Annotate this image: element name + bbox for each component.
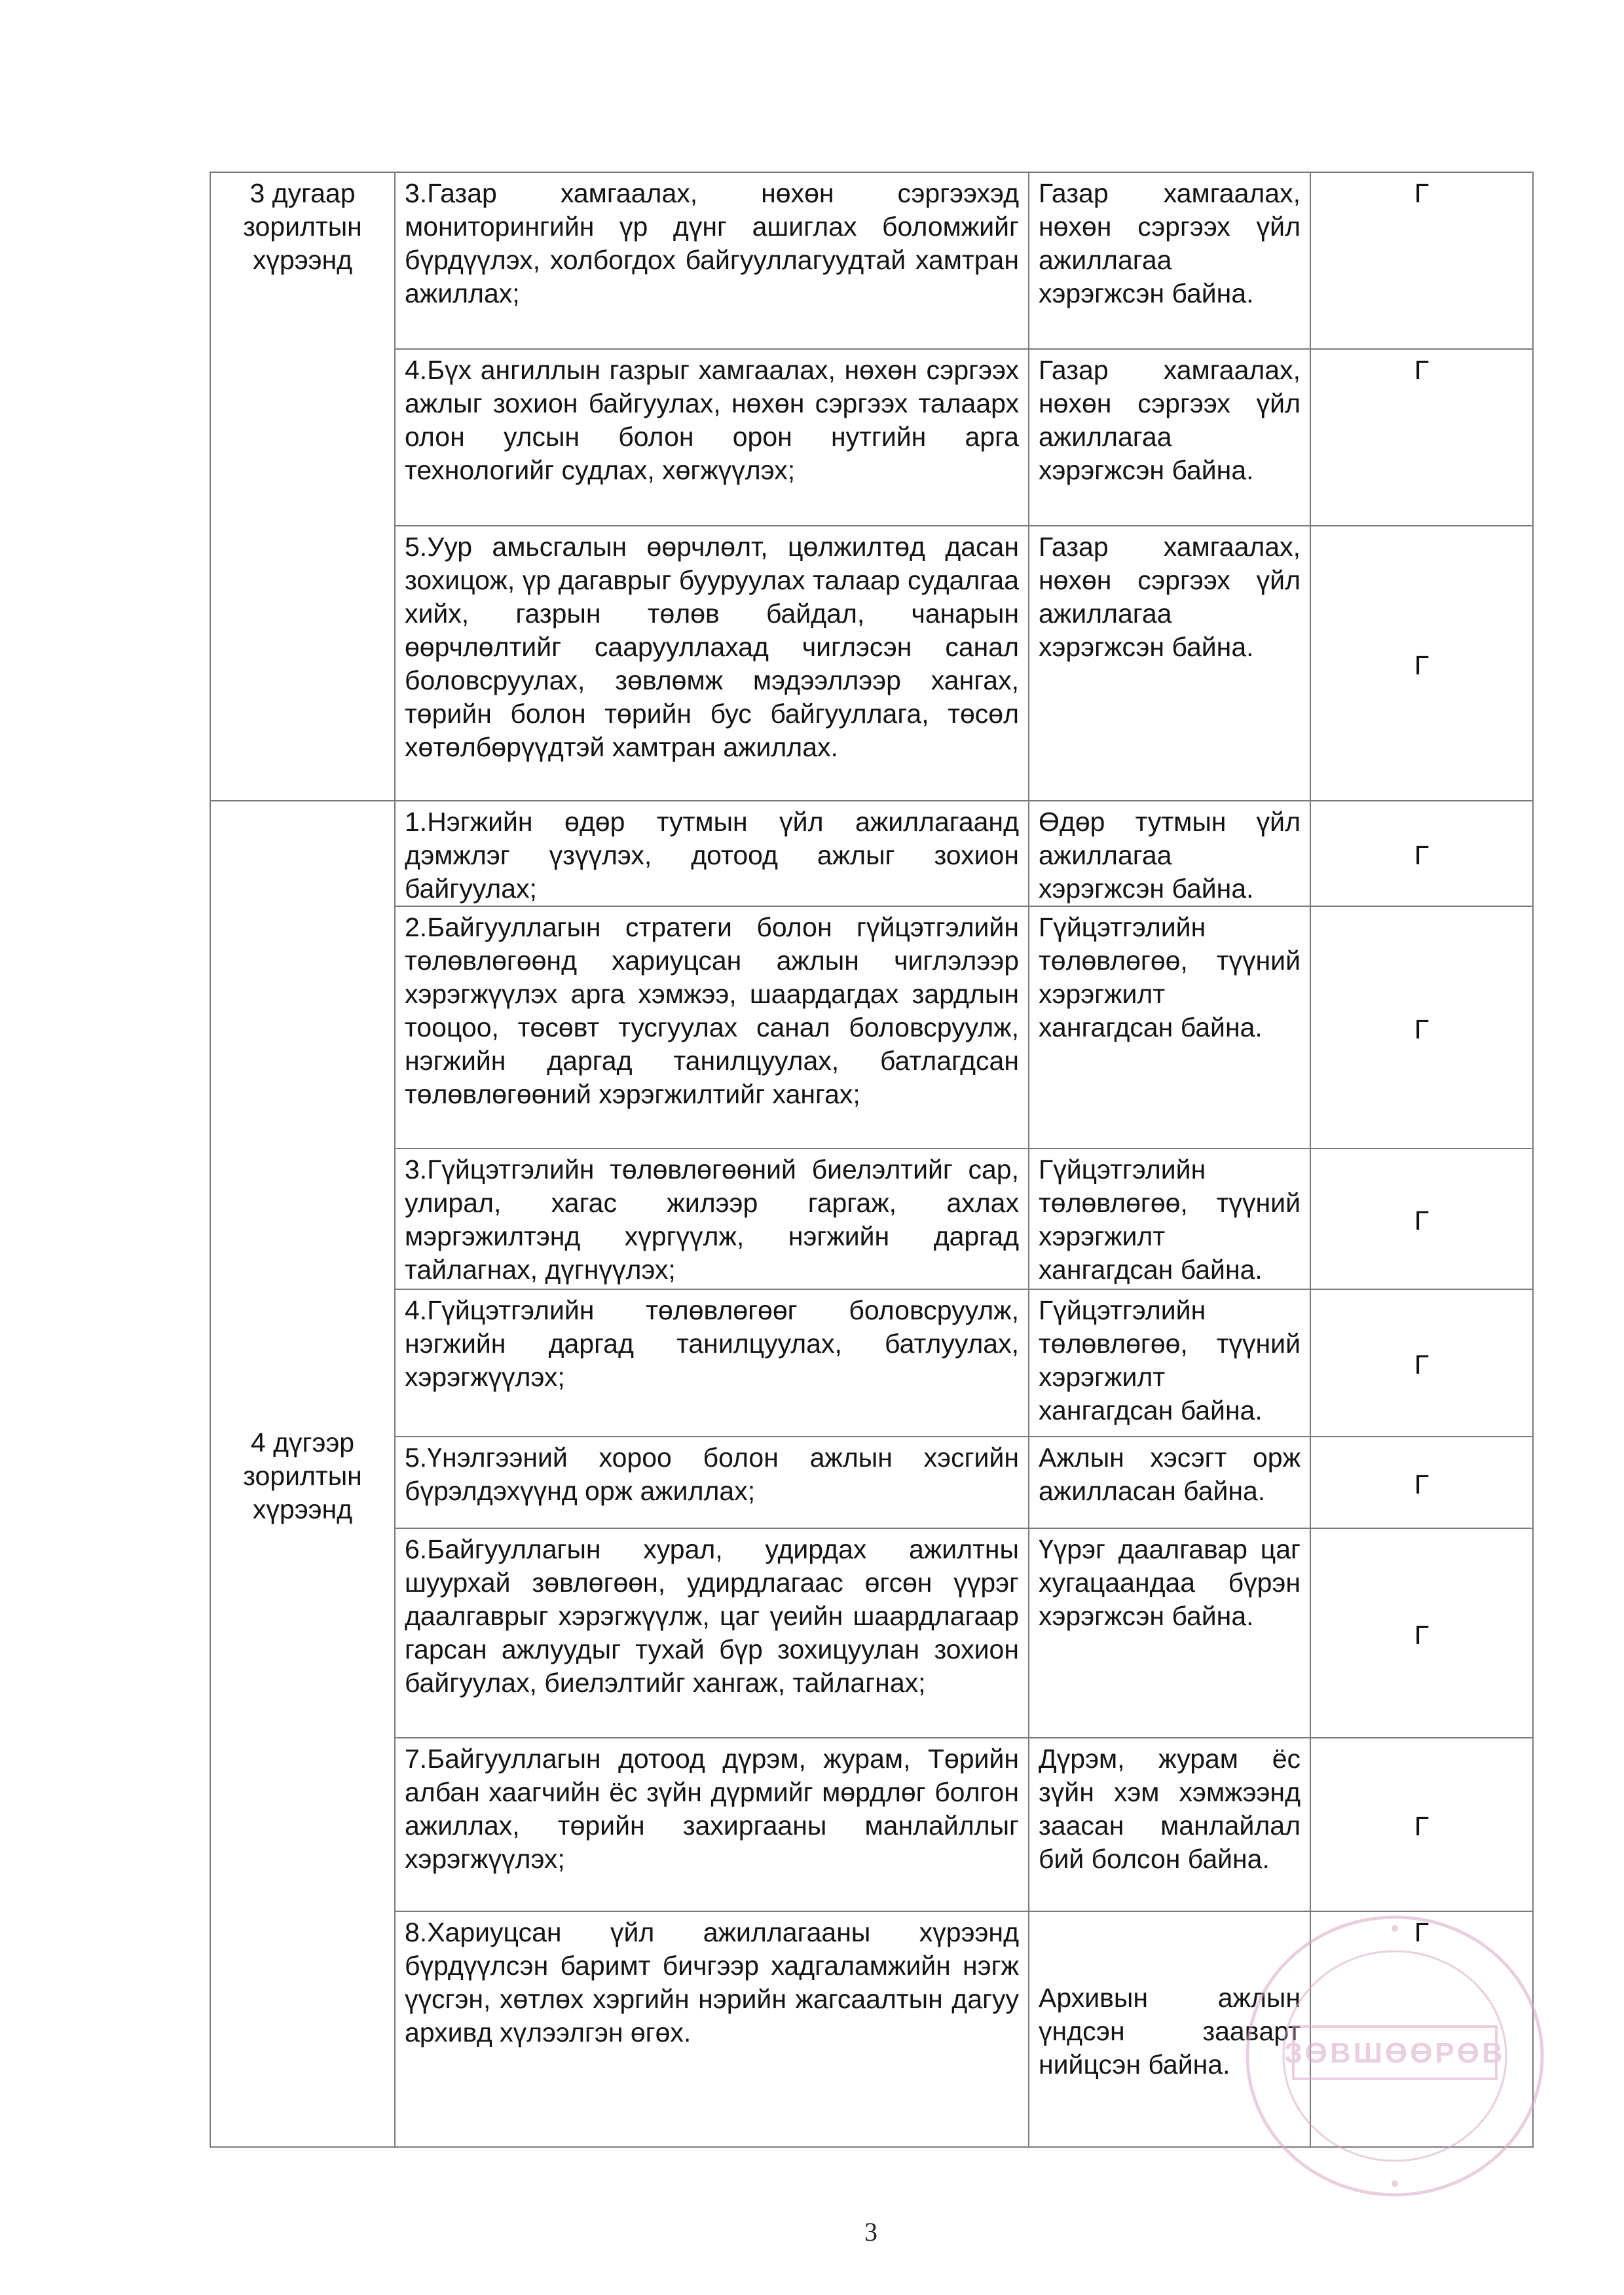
activity-cell [395,526,1029,801]
result-text: Гүйцэтгэлийн төлөвлөгөө, түүний хэрэгжилт хангагдсан байна. [1039,912,1301,1042]
grade-mark: Г [1414,1811,1430,1841]
result-cell [1029,526,1310,801]
goal-label: 3 дугаар зорилтын хүрээнд [243,178,362,275]
activity-cell [395,1289,1029,1437]
activity-cell [395,172,1029,349]
activity-cell [395,1437,1029,1528]
result-cell [1029,1437,1310,1528]
table-row [210,1528,1533,1738]
table-row [210,526,1533,801]
activity-cell [395,349,1029,526]
result-cell [1029,1148,1310,1289]
activity-text: 3.Газар хамгаалах, нөхөн сэргээхэд мониторингийн үр дүнг ашиглах боломжийг бүрдүүлэх, холбогдох байгууллагуудтай хамтран ажиллах; [405,178,1019,308]
activity-cell [395,1148,1029,1289]
result-text: Газар хамгаалах, нөхөн сэргээх үйл ажиллагаа хэрэгжсэн байна. [1039,355,1301,485]
table-row [210,1289,1533,1437]
result-cell [1029,801,1310,906]
goal-label-cell [210,801,395,2147]
activity-text: 8.Хариуцсан үйл ажиллагааны хүрээнд бүрдүүлсэн баримт бичгээр хадгаламжийн нэгж үүсгэн, хөтлөх хэргийн нэрийн жагсаалтын дагуу архивд хүлээлгэн өгөх. [405,1917,1019,2047]
result-cell [1029,906,1310,1148]
activity-text: 2.Байгууллагын стратеги болон гүйцэтгэлийн төлөвлөгөөнд хариуцсан ажлын чиглэлээр хэрэгжүүлэх арга хэмжээ, шаардагдах зардлын тооцоо, төсөвт тусгуулах санал боловсруулж, нэгжийн даргад танилцуулах, батлагдсан төлөвлөгөөний хэрэгжилтийг хангах; [405,912,1019,1109]
grade-mark: Г [1414,1917,1430,1947]
activity-text: 4.Гүйцэтгэлийн төлөвлөгөөг боловсруулж, нэгжийн даргад танилцуулах, батлуулах, хэрэгжүүлэх; [405,1295,1019,1392]
result-text: Гүйцэтгэлийн төлөвлөгөө, түүний хэрэгжилт хангагдсан байна. [1039,1295,1301,1425]
activity-text: 6.Байгууллагын хурал, удирдах ажилтны шуурхай зөвлөгөөн, удирдлагаас өгсөн үүрэг даалгаврыг хэрэгжүүлж, цаг үеийн шаардлагаар гарсан ажлуудыг тухай бүр зохицуулан зохион байгуулах, биелэлтийг хангаж, тайлагнах; [405,1534,1019,1698]
table-row [210,1738,1533,1911]
result-text: Үүрэг даалгавар цаг хугацаандаа бүрэн хэрэгжсэн байна. [1039,1534,1301,1631]
grade-cell [1310,801,1533,906]
grade-mark: Г [1414,1469,1430,1499]
page-number: 3 [864,2217,877,2247]
activity-text: 5.Үнэлгээний хороо болон ажлын хэсгийн бүрэлдэхүүнд орж ажиллах; [405,1442,1019,1506]
activity-cell [395,1911,1029,2147]
table-row [210,906,1533,1148]
result-text: Газар хамгаалах, нөхөн сэргээх үйл ажиллагаа хэрэгжсэн байна. [1039,532,1301,662]
table-row [210,172,1533,349]
grade-cell [1310,1437,1533,1528]
activity-text: 5.Уур амьсгалын өөрчлөлт, цөлжилтөд дасан зохицож, үр дагаврыг бууруулах талаар судалгаа хийх, газрын төлөв байдал, чанарын өөрчлөлтийг саарууллахад чиглэсэн санал боловсруулах, зөвлөмж мэдээллээр хангах, төрийн болон төрийн бус байгууллага, төсөл хөтөлбөрүүдтэй хамтран ажиллах. [405,532,1019,762]
grade-mark: Г [1414,355,1430,385]
result-cell [1029,1289,1310,1437]
grade-mark: Г [1414,1014,1430,1044]
grade-cell [1310,349,1533,526]
result-text: Гүйцэтгэлийн төлөвлөгөө, түүний хэрэгжилт хангагдсан байна. [1039,1154,1301,1285]
result-text: Өдөр тутмын үйл ажиллагаа хэрэгжсэн байна. [1039,807,1301,904]
grade-mark: Г [1414,1205,1430,1236]
table-row [210,1148,1533,1289]
activity-cell [395,1528,1029,1738]
result-text: Архивын ажлын үндсэн заавaрт нийцсэн байна. [1039,1982,1301,2080]
result-cell [1029,172,1310,349]
grade-mark: Г [1414,1619,1430,1650]
grade-mark: Г [1414,650,1430,680]
approval-stamp [1231,1902,1559,2210]
result-cell [1029,1738,1310,1911]
table-row [210,1437,1533,1528]
activity-cell [395,1738,1029,1911]
activity-text: 4.Бүх ангиллын газрыг хамгаалах, нөхөн сэргээх ажлыг зохион байгуулах, нөхөн сэргээх талаарх олон улсын болон орон нутгийн арга технологийг судлах, хөгжүүлэх; [405,355,1019,485]
result-cell [1029,1528,1310,1738]
activity-text: 3.Гүйцэтгэлийн төлөвлөгөөний биелэлтийг сар, улирал, хагас жилээр гаргаж, ахлах мэргэжилтэнд хүргүүлж, нэгжийн даргад тайлагнах, дүгнүүлэх; [405,1154,1019,1285]
table-row [210,349,1533,526]
activity-text: 7.Байгууллагын дотоод дүрэм, журам, Төрийн албан хаагчийн ёс зүйн дүрмийг мөрдлөг болгон ажиллах, төрийн захиргааны манлайллыг хэрэгжүүлэх; [405,1744,1019,1874]
svg-text:ЗӨВШӨӨРӨВ: ЗӨВШӨӨРӨВ [1284,2037,1505,2069]
grade-mark: Г [1414,840,1430,870]
goal-label: 4 дүгээр зорилтын хүрээнд [243,1427,362,1524]
grade-cell [1310,906,1533,1148]
goal-label-cell [210,172,395,801]
grade-cell [1310,1528,1533,1738]
result-text: Ажлын хэсэгт орж ажилласан байна. [1039,1442,1301,1506]
activity-cell [395,801,1029,906]
grade-cell [1310,1738,1533,1911]
grade-cell [1310,526,1533,801]
grade-mark: Г [1414,1349,1430,1380]
result-text: Дүрэм, журам ёс зүйн хэм хэмжээнд зaасан манлайлал бий болсон байна. [1039,1744,1301,1874]
result-cell [1029,349,1310,526]
grade-cell [1310,1289,1533,1437]
grade-mark: Г [1414,178,1430,208]
performance-plan-table [210,172,1534,2148]
table-row [210,801,1533,906]
activity-text: 1.Нэгжийн өдөр тутмын үйл ажиллагаанд дэмжлэг үзүүлэх, дотоод ажлыг зохион байгуулах; [405,807,1019,904]
grade-cell [1310,172,1533,349]
activity-cell [395,906,1029,1148]
result-text: Газар хамгаалах, нөхөн сэргээх үйл ажиллагаа хэрэгжсэн байна. [1039,178,1301,308]
grade-cell [1310,1148,1533,1289]
